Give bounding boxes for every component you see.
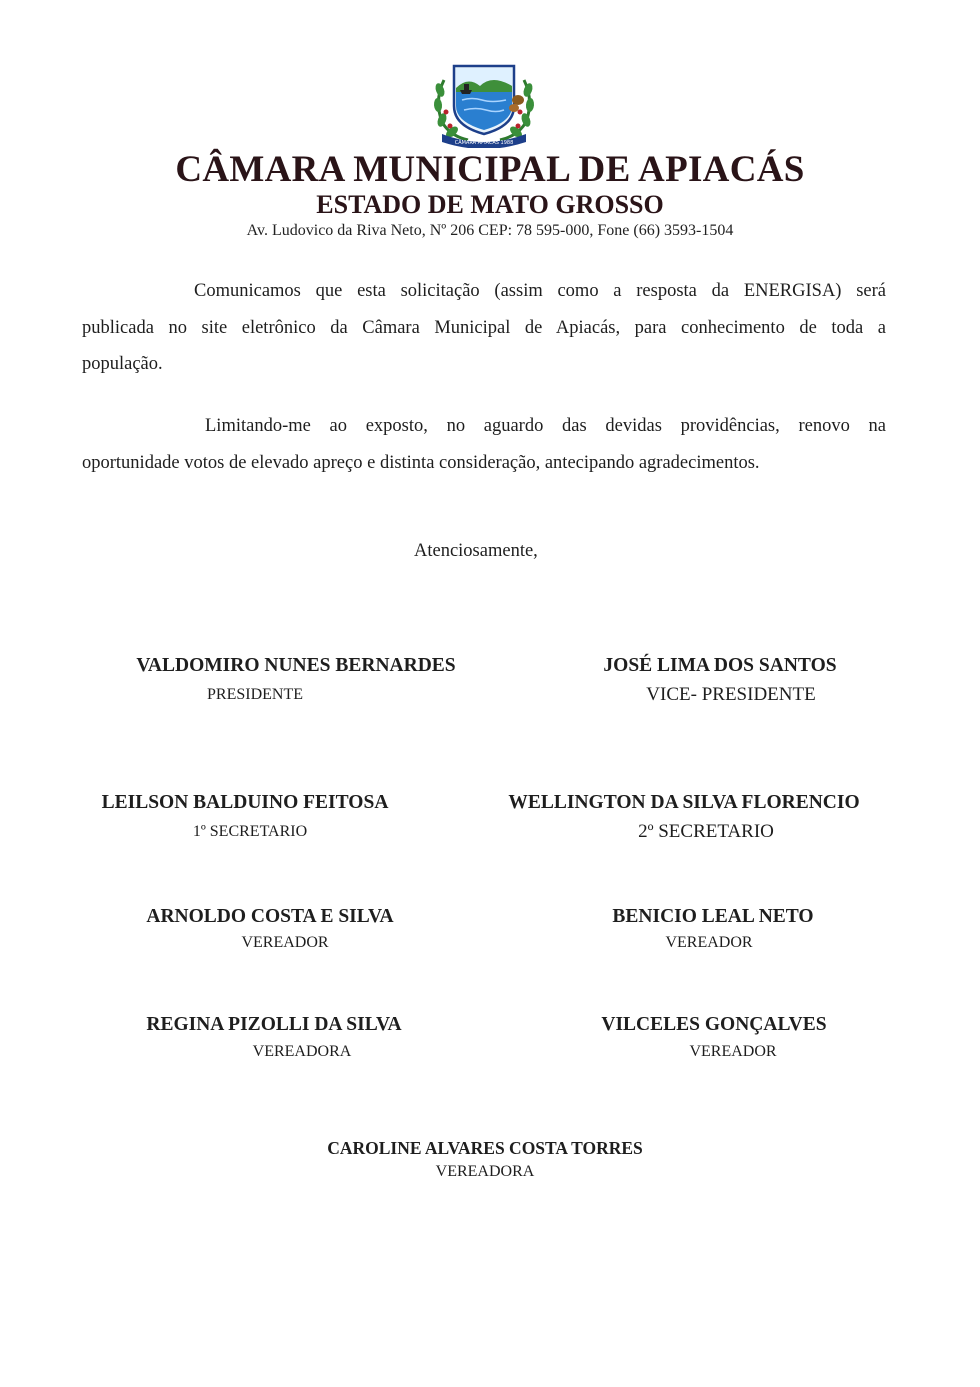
- closing-greeting: Atenciosamente,: [414, 541, 538, 561]
- signatory-name: BENICIO LEAL NETO: [612, 906, 814, 927]
- signatory-role: VEREADOR: [665, 934, 753, 951]
- signatory-role: VEREADORA: [435, 1163, 535, 1180]
- paragraph-publication: [82, 273, 886, 383]
- signatory-role: 2º SECRETARIO: [638, 821, 774, 842]
- paragraph-line: Comunicamos que esta solicitação (assim como a resposta da ENERGISA) será: [194, 281, 886, 301]
- signatory-name: REGINA PIZOLLI DA SILVA: [146, 1014, 402, 1035]
- signatory-name: LEILSON BALDUINO FEITOSA: [101, 792, 389, 813]
- signatory-role: VEREADOR: [689, 1043, 777, 1060]
- signatory-role: 1º SECRETARIO: [192, 823, 308, 840]
- page-title: CÂMARA MUNICIPAL DE APIACÁS: [175, 149, 805, 190]
- signatory-role: VICE- PRESIDENTE: [646, 684, 816, 705]
- paragraph-line: oportunidade votos de elevado apreço e distinta consideração, antecipando agradecimentos.: [82, 452, 760, 473]
- signatory-name: WELLINGTON DA SILVA FLORENCIO: [508, 792, 860, 813]
- page-subtitle: ESTADO DE MATO GROSSO: [316, 190, 664, 219]
- signatory-name: JOSÉ LIMA DOS SANTOS: [603, 655, 837, 676]
- municipal-crest: [432, 60, 536, 148]
- signatory-role: VEREADOR: [241, 934, 329, 951]
- paragraph-closing: [82, 408, 886, 481]
- signatory-name: VALDOMIRO NUNES BERNARDES: [136, 655, 456, 676]
- paragraph-line: publicada no site eletrônico da Câmara Municipal de Apiacás, para conhecimento de toda a: [82, 317, 886, 338]
- paragraph-line: Limitando-me ao exposto, no aguardo das devidas providências, renovo na: [205, 416, 886, 436]
- crest-motto-text: CÂMARA APIACÁS 1988: [454, 140, 514, 146]
- signatory-role: VEREADORA: [252, 1043, 352, 1060]
- signatory-name: CAROLINE ALVARES COSTA TORRES: [327, 1138, 643, 1158]
- signatory-name: VILCELES GONÇALVES: [601, 1014, 827, 1035]
- paragraph-line: população.: [82, 354, 163, 374]
- signatory-role: PRESIDENTE: [207, 686, 303, 703]
- address-line: Av. Ludovico da Riva Neto, Nº 206 CEP: 78 595-000, Fone (66) 3593-1504: [246, 222, 734, 239]
- signatory-name: ARNOLDO COSTA E SILVA: [146, 906, 394, 927]
